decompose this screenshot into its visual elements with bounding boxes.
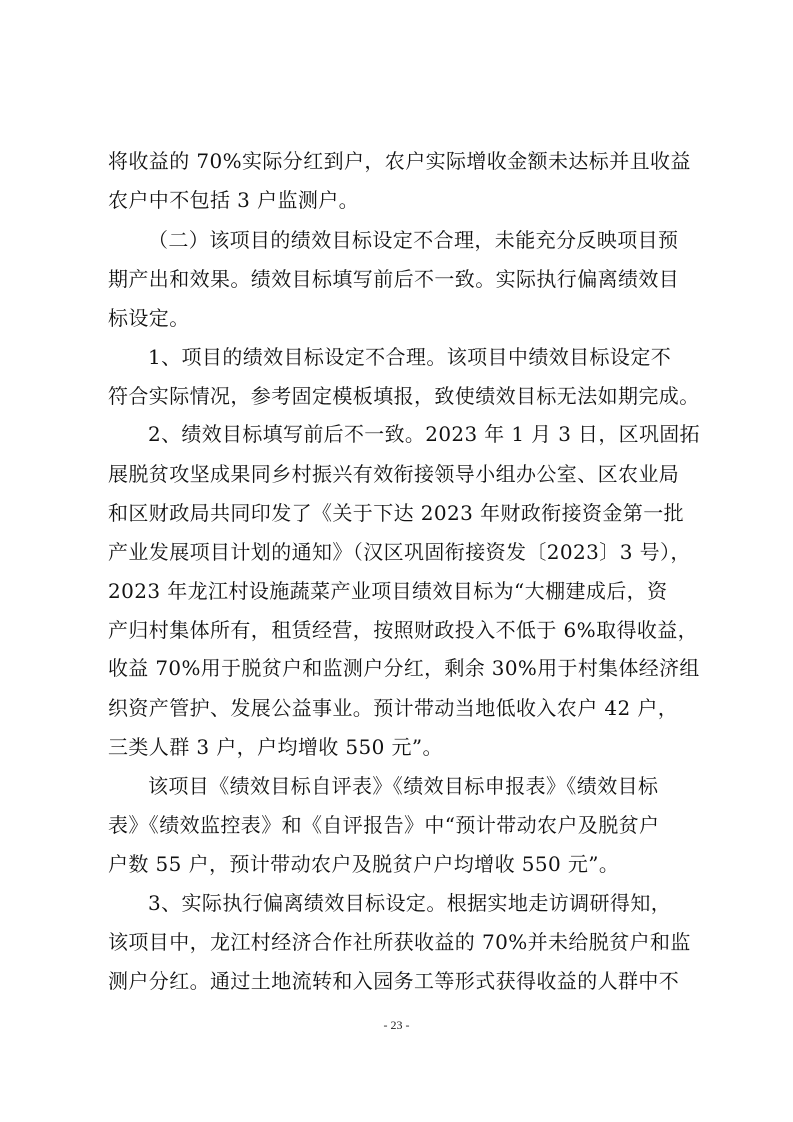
body-line-16: 三类人群 3 户，户均增收 550 元”。: [108, 735, 443, 759]
body-line-12: 2023 年龙江村设施蔬菜产业项目绩效目标为“大棚建成后，资: [108, 579, 668, 603]
page-number: - 23 -: [383, 1018, 410, 1032]
body-line-19: 户数 55 户，预计带动农户及脱贫户户均增收 550 元”。: [108, 852, 620, 876]
point-1-line-1: 1、项目的绩效目标设定不合理。该项目中绩效目标设定不: [148, 345, 672, 369]
paragraph-line-17: 该项目《绩效目标自评表》《绩效目标申报表》《绩效目标: [148, 774, 659, 798]
body-line-11: 产业发展项目计划的通知》（汉区巩固衔接资发〔2023〕3 号），: [108, 540, 691, 564]
body-line-13: 产归村集体所有，租赁经营，按照财政投入不低于 6%取得收益，: [108, 618, 699, 642]
body-line-5: 标设定。: [108, 306, 190, 330]
point-2-line-1: 2、绩效目标填写前后不一致。2023 年 1 月 3 日，区巩固拓: [148, 423, 700, 446]
point-1-line-2: 符合实际情况，参考固定模板填报，致使绩效目标无法如期完成。: [108, 384, 700, 408]
section-heading-2: （二）该项目的绩效目标设定不合理，未能充分反映项目预: [148, 228, 679, 252]
body-line-9: 展脱贫攻坚成果同乡村振兴有效衔接领导小组办公室、区农业局: [108, 462, 680, 486]
body-line-1: 将收益的 70%实际分红到户，农户实际增收金额未达标并且收益: [108, 149, 691, 173]
body-line-18: 表》《绩效监控表》和《自评报告》中“预计带动农户及脱贫户: [108, 813, 660, 837]
body-line-4: 期产出和效果。绩效目标填写前后不一致。实际执行偏离绩效目: [108, 267, 680, 291]
body-line-14: 收益 70%用于脱贫户和监测户分红，剩余 30%用于村集体经济组: [108, 657, 700, 680]
point-3-line-1: 3、实际执行偏离绩效目标设定。根据实地走访调研得知，: [148, 891, 672, 915]
body-line-22: 测户分红。通过土地流转和入园务工等形式获得收益的人群中不: [108, 969, 680, 993]
body-line-15: 织资产管护、发展公益事业。预计带动当地低收入农户 42 户，: [108, 696, 679, 720]
body-line-2: 农户中不包括 3 户监测户。: [108, 188, 360, 212]
body-line-21: 该项目中，龙江村经济合作社所获收益的 70%并未给脱贫户和监: [108, 930, 691, 954]
body-line-10: 和区财政局共同印发了《关于下达 2023 年财政衔接资金第一批: [108, 501, 685, 525]
